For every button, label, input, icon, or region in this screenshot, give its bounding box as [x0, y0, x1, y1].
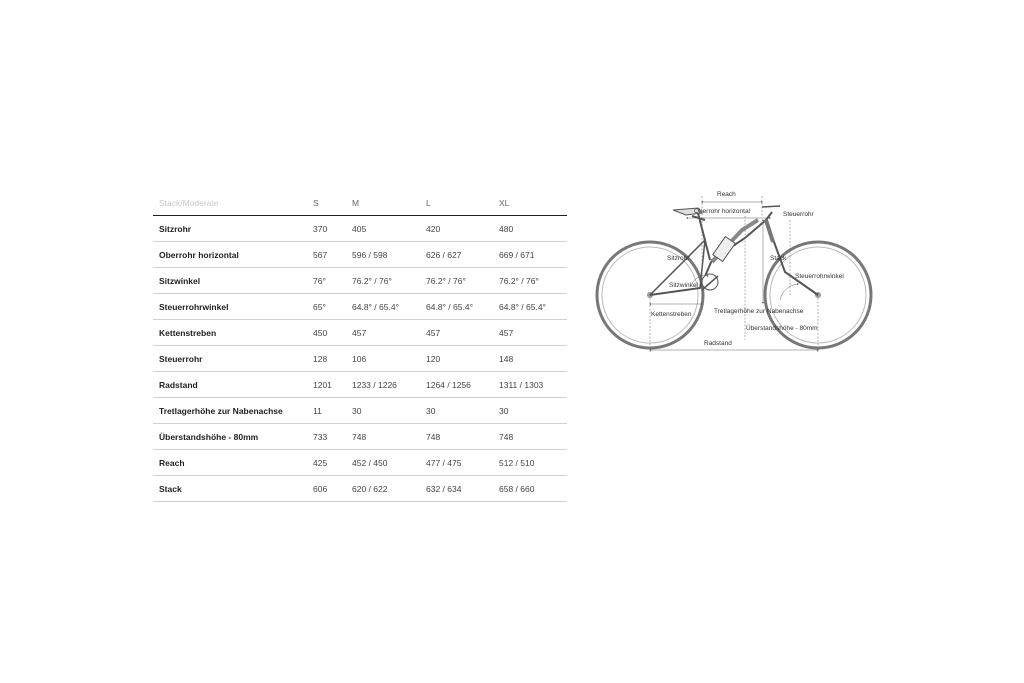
row-label: Überstandshöhe - 80mm	[153, 424, 307, 450]
cell-value: 420	[420, 216, 493, 242]
row-label: Reach	[153, 450, 307, 476]
cell-value: 567	[307, 242, 346, 268]
cell-value: 1264 / 1256	[420, 372, 493, 398]
label-kettenstreben: Kettenstreben	[651, 311, 692, 318]
cell-value: 425	[307, 450, 346, 476]
row-label: Steuerrohr	[153, 346, 307, 372]
label-steuerrohr: Steuerrohr	[783, 211, 814, 218]
cell-value: 452 / 450	[346, 450, 420, 476]
row-label: Sitzwinkel	[153, 268, 307, 294]
cell-value: 30	[493, 398, 567, 424]
cell-value: 450	[307, 320, 346, 346]
cell-value: 64.8° / 65.4°	[493, 294, 567, 320]
header-cell-label: Stack/Moderate	[153, 191, 307, 216]
cell-value: 76.2° / 76°	[493, 268, 567, 294]
cell-value: 370	[307, 216, 346, 242]
cell-value: 457	[420, 320, 493, 346]
cell-value: 658 / 660	[493, 476, 567, 502]
cell-value: 120	[420, 346, 493, 372]
label-steuerrohrwinkel: Steuerrohrwinkel	[795, 273, 844, 280]
cell-value: 30	[420, 398, 493, 424]
table-row	[153, 320, 567, 346]
table-row	[153, 398, 567, 424]
cell-value: 632 / 634	[420, 476, 493, 502]
table-row	[153, 294, 567, 320]
header-cell-size-xl: XL	[493, 191, 567, 216]
cell-value: 457	[493, 320, 567, 346]
cell-value: 64.8° / 65.4°	[420, 294, 493, 320]
cell-value: 606	[307, 476, 346, 502]
cell-value: 76.2° / 76°	[420, 268, 493, 294]
row-label: Kettenstreben	[153, 320, 307, 346]
cell-value: 748	[346, 424, 420, 450]
label-radstand: Radstand	[704, 340, 732, 347]
label-ueberstand: Überstandshöhe - 80mm	[746, 325, 818, 332]
label-sitzwinkel: Sitzwinkel	[669, 282, 698, 289]
cell-value: 106	[346, 346, 420, 372]
table-header-row	[153, 191, 567, 216]
cell-value: 748	[493, 424, 567, 450]
label-reach: Reach	[717, 191, 736, 198]
cell-value: 620 / 622	[346, 476, 420, 502]
table-row	[153, 216, 567, 242]
cell-value: 748	[420, 424, 493, 450]
cell-value: 1201	[307, 372, 346, 398]
header-cell-size-s: S	[307, 191, 346, 216]
table-row	[153, 424, 567, 450]
row-label: Tretlagerhöhe zur Nabenachse	[153, 398, 307, 424]
cell-value: 11	[307, 398, 346, 424]
row-label: Sitzrohr	[153, 216, 307, 242]
cell-value: 480	[493, 216, 567, 242]
cell-value: 512 / 510	[493, 450, 567, 476]
cell-value: 76°	[307, 268, 346, 294]
table-row	[153, 372, 567, 398]
table-row	[153, 242, 567, 268]
header-cell-size-m: M	[346, 191, 420, 216]
cell-value: 128	[307, 346, 346, 372]
label-sitzrohr: Sitzrohr	[667, 255, 690, 262]
cell-value: 76.2° / 76°	[346, 268, 420, 294]
cell-value: 1233 / 1226	[346, 372, 420, 398]
cell-value: 457	[346, 320, 420, 346]
cell-value: 1311 / 1303	[493, 372, 567, 398]
label-oberrohr: Oberrohr horizontal	[694, 208, 750, 215]
cell-value: 733	[307, 424, 346, 450]
table-body	[153, 216, 567, 502]
row-label: Radstand	[153, 372, 307, 398]
cell-value: 477 / 475	[420, 450, 493, 476]
geometry-table	[153, 191, 567, 502]
cell-value: 65°	[307, 294, 346, 320]
row-label: Oberrohr horizontal	[153, 242, 307, 268]
cell-value: 596 / 598	[346, 242, 420, 268]
cell-value: 405	[346, 216, 420, 242]
table-row	[153, 268, 567, 294]
cell-value: 148	[493, 346, 567, 372]
table-row	[153, 450, 567, 476]
cell-value: 30	[346, 398, 420, 424]
row-label: Steuerrohrwinkel	[153, 294, 307, 320]
cell-value: 626 / 627	[420, 242, 493, 268]
header-cell-size-l: L	[420, 191, 493, 216]
row-label: Stack	[153, 476, 307, 502]
label-tretlager: Tretlagerhöhe zur Nabenachse	[714, 308, 804, 315]
cell-value: 64.8° / 65.4°	[346, 294, 420, 320]
bike-geometry-diagram	[590, 180, 880, 355]
table-row	[153, 346, 567, 372]
cell-value: 669 / 671	[493, 242, 567, 268]
table-row	[153, 476, 567, 502]
label-stack: Stack	[770, 255, 787, 262]
